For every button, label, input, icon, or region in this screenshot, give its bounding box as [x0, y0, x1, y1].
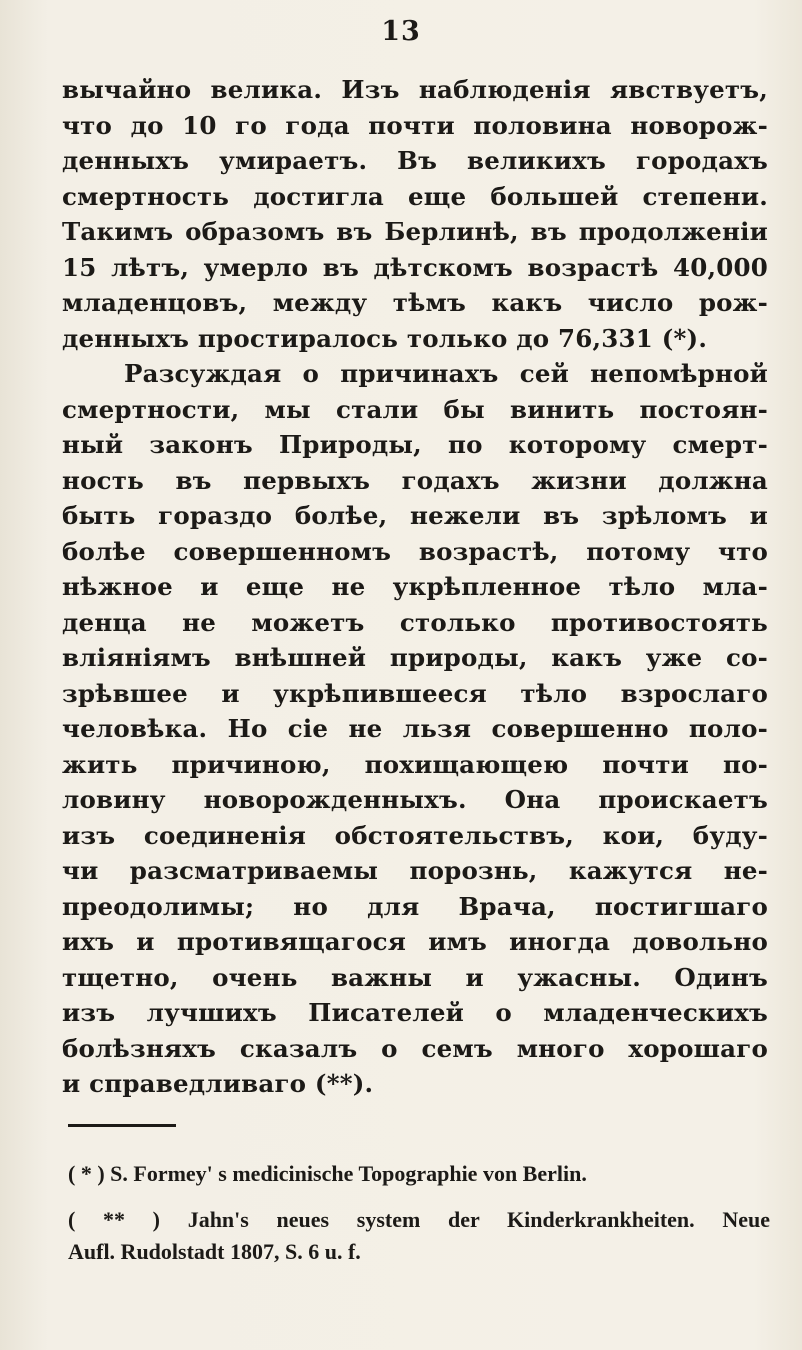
text-line: денныхъ простиралось только до 76,331 (*).	[62, 323, 708, 353]
text-line: преодолимы; но для Врача, постигшаго	[62, 891, 768, 921]
text-line: вычайно велика. Изъ наблюденія явствуетъ,	[62, 75, 768, 104]
footnotes	[68, 1158, 770, 1268]
page-number: 13	[381, 16, 421, 47]
text-line: вліяніямъ внѣшней природы, какъ уже со-	[62, 643, 768, 672]
text-line: денца не можетъ столько противостоять	[62, 607, 768, 637]
text-line: смертность достигла еще большей степени.	[62, 181, 768, 211]
text-line: 15 лѣтъ, умерло въ дѣтскомъ возрастѣ 40,000	[62, 252, 768, 282]
text-line: и справедливаго (**).	[62, 1069, 374, 1098]
text-line: ность въ первыхъ годахъ жизни должна	[62, 465, 768, 495]
text-line: младенцовъ, между тѣмъ какъ число рож-	[62, 288, 768, 317]
text-line: смертности, мы стали бы винить постоян-	[62, 394, 768, 424]
footnote-divider	[68, 1124, 176, 1127]
main-text	[62, 72, 768, 1102]
text-line: зрѣвшее и укрѣпившееся тѣло взрослаго	[62, 678, 768, 708]
footnote-1: ( * ) S. Formey' s medicinische Topographie von Berlin.	[68, 1161, 587, 1186]
text-line: болѣе совершенномъ возрастѣ, потому что	[62, 536, 768, 566]
paragraph-start-line: Разсуждая о причинахъ сей непомѣрной	[124, 359, 768, 388]
text-line: нѣжное и еще не укрѣпленное тѣло мла-	[62, 572, 768, 601]
text-line: тщетно, очень важны и ужасны. Одинъ	[62, 962, 768, 992]
text-line: жить причиною, похищающею почти по-	[62, 749, 768, 779]
footnote-2-continued: Aufl. Rudolstadt 1807, S. 6 u. f.	[68, 1239, 361, 1264]
text-line: ловину новорожденныхъ. Она проискаетъ	[62, 785, 768, 814]
text-line: быть гораздо болѣе, нежели въ зрѣломъ и	[62, 501, 768, 530]
text-line: денныхъ умираетъ. Въ великихъ городахъ	[62, 146, 768, 175]
text-line: Такимъ образомъ въ Берлинѣ, въ продолженіи	[62, 217, 768, 246]
text-line: чи разсматриваемы порознь, кажутся не-	[62, 856, 768, 885]
text-line: изъ соединенія обстоятельствъ, кои, буду-	[62, 820, 768, 850]
footnote-2: ( ** ) Jahn's neues system der Kinderkrankheiten. Neue	[68, 1207, 770, 1232]
text-line: человѣка. Но сіе не льзя совершенно поло-	[62, 714, 768, 743]
text-line: что до 10 го года почти половина новорож-	[62, 110, 768, 140]
text-line: ный законъ Природы, по которому смерт-	[62, 430, 768, 459]
text-line: болѣзняхъ сказалъ о семъ много хорошаго	[62, 1033, 768, 1063]
text-line: ихъ и противящагося имъ иногда довольно	[62, 927, 768, 956]
text-line: изъ лучшихъ Писателей о младенческихъ	[62, 998, 768, 1027]
